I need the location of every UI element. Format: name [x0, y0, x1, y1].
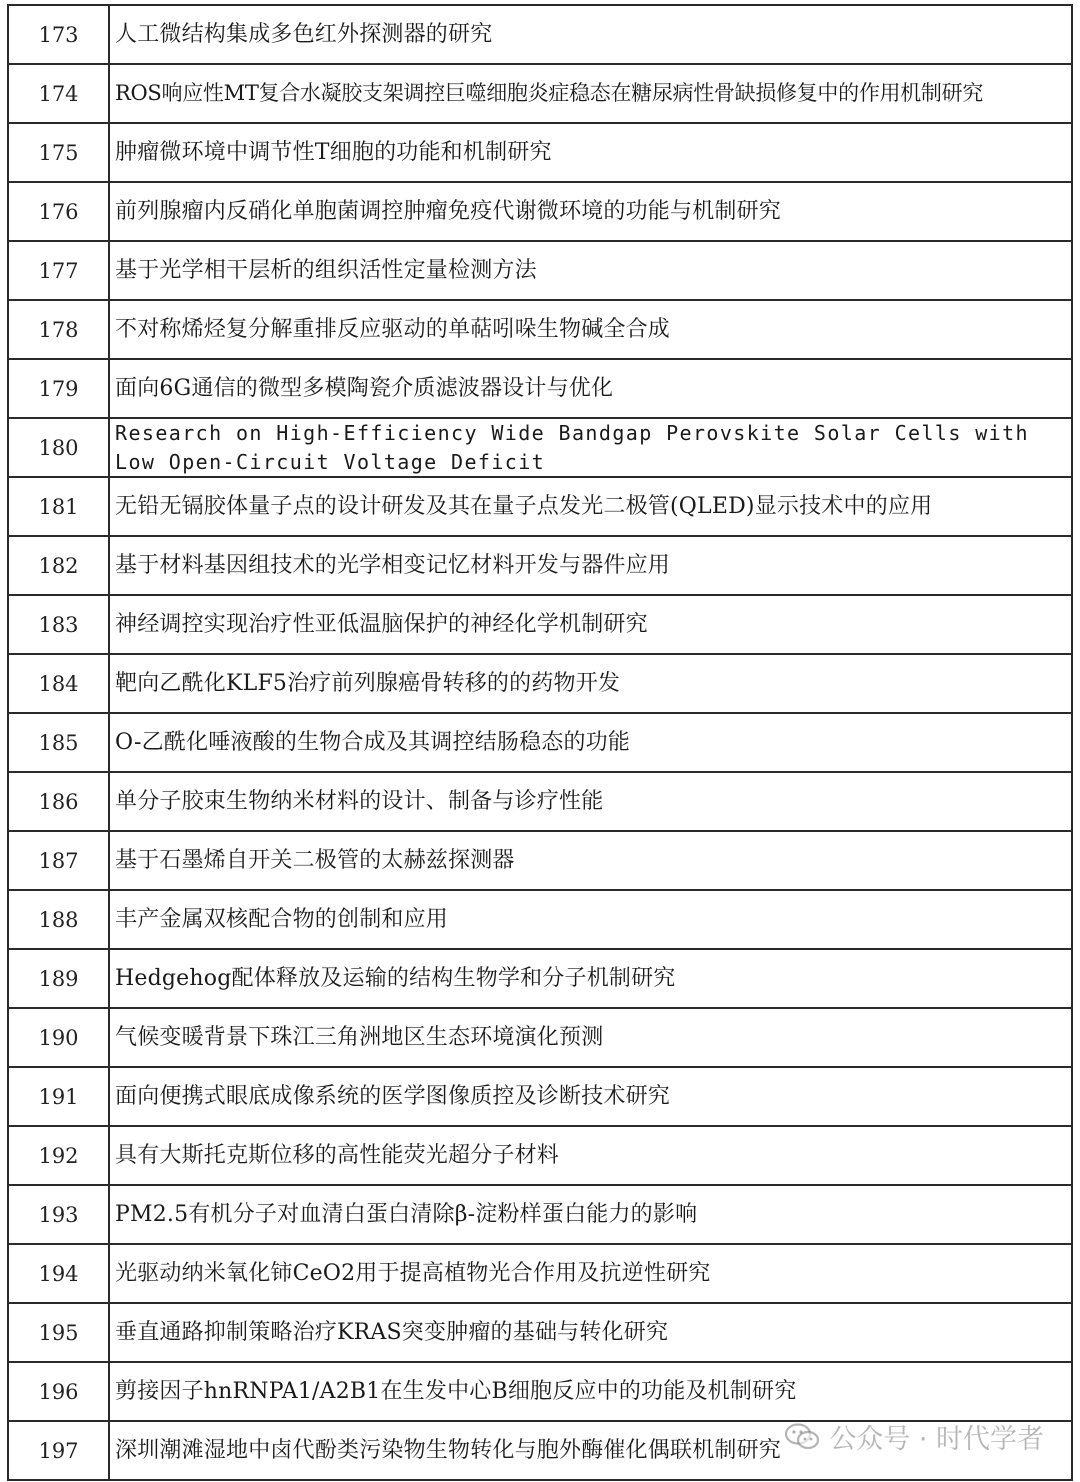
project-title: ROS响应性MT复合水凝胶支架调控巨噬细胞炎症稳态在糖尿病性骨缺损修复中的作用机制研究: [110, 65, 1073, 122]
table-row: [9, 1363, 1073, 1422]
table-row: [9, 891, 1073, 950]
table-row: [9, 242, 1073, 301]
project-table: [7, 4, 1073, 1481]
row-number: 192: [9, 1127, 110, 1184]
project-title: 无铅无镉胶体量子点的设计研发及其在量子点发光二极管(QLED)显示技术中的应用: [110, 478, 1073, 535]
project-title: 基于石墨烯自开关二极管的太赫兹探测器: [110, 832, 1073, 889]
row-number: 189: [9, 950, 110, 1007]
row-number: 175: [9, 124, 110, 181]
table-row: [9, 419, 1073, 478]
project-title: 单分子胶束生物纳米材料的设计、制备与诊疗性能: [110, 773, 1073, 830]
row-number: 197: [9, 1422, 110, 1479]
table-row: [9, 360, 1073, 419]
table-row: [9, 124, 1073, 183]
project-title: 基于光学相干层析的组织活性定量检测方法: [110, 242, 1073, 299]
project-title: PM2.5有机分子对血清白蛋白清除β-淀粉样蛋白能力的影响: [110, 1186, 1073, 1243]
project-title: 前列腺瘤内反硝化单胞菌调控肿瘤免疫代谢微环境的功能与机制研究: [110, 183, 1073, 240]
table-row: [9, 478, 1073, 537]
row-number: 184: [9, 655, 110, 712]
table-row: [9, 1186, 1073, 1245]
row-number: 186: [9, 773, 110, 830]
project-title: 气候变暖背景下珠江三角洲地区生态环境演化预测: [110, 1009, 1073, 1066]
table-row: [9, 596, 1073, 655]
project-title: 人工微结构集成多色红外探测器的研究: [110, 6, 1073, 63]
row-number: 182: [9, 537, 110, 594]
project-title: 剪接因子hnRNPA1/A2B1在生发中心B细胞反应中的功能及机制研究: [110, 1363, 1073, 1420]
project-title: 具有大斯托克斯位移的高性能荧光超分子材料: [110, 1127, 1073, 1184]
row-number: 173: [9, 6, 110, 63]
project-title: 垂直通路抑制策略治疗KRAS突变肿瘤的基础与转化研究: [110, 1304, 1073, 1361]
table-row: [9, 1304, 1073, 1363]
row-number: 187: [9, 832, 110, 889]
project-title: 神经调控实现治疗性亚低温脑保护的神经化学机制研究: [110, 596, 1073, 653]
project-title: 深圳潮滩湿地中卤代酚类污染物生物转化与胞外酶催化偶联机制研究: [110, 1422, 1073, 1479]
row-number: 194: [9, 1245, 110, 1302]
project-title: 丰产金属双核配合物的创制和应用: [110, 891, 1073, 948]
row-number: 191: [9, 1068, 110, 1125]
row-number: 183: [9, 596, 110, 653]
row-number: 174: [9, 65, 110, 122]
table-row: [9, 1009, 1073, 1068]
table-row: [9, 6, 1073, 65]
table-row: [9, 950, 1073, 1009]
table-row: [9, 832, 1073, 891]
row-number: 190: [9, 1009, 110, 1066]
table-row: [9, 655, 1073, 714]
table-row: [9, 1127, 1073, 1186]
project-title: O-乙酰化唾液酸的生物合成及其调控结肠稳态的功能: [110, 714, 1073, 771]
row-number: 196: [9, 1363, 110, 1420]
row-number: 177: [9, 242, 110, 299]
table-row: [9, 773, 1073, 832]
row-number: 195: [9, 1304, 110, 1361]
row-number: 193: [9, 1186, 110, 1243]
table-row: [9, 1245, 1073, 1304]
project-title: Research on High-Efficiency Wide Bandgap Perovskite Solar Cells with Low Open-Circuit Voltage Deficit: [110, 419, 1073, 476]
table-row: [9, 537, 1073, 596]
project-title: 不对称烯烃复分解重排反应驱动的单萜吲哚生物碱全合成: [110, 301, 1073, 358]
row-number: 176: [9, 183, 110, 240]
table-row: [9, 65, 1073, 124]
row-number: 188: [9, 891, 110, 948]
table-row: [9, 1422, 1073, 1481]
table-row: [9, 183, 1073, 242]
project-title: 面向便携式眼底成像系统的医学图像质控及诊断技术研究: [110, 1068, 1073, 1125]
table-row: [9, 714, 1073, 773]
project-title: 光驱动纳米氧化铈CeO2用于提高植物光合作用及抗逆性研究: [110, 1245, 1073, 1302]
row-number: 179: [9, 360, 110, 417]
table-row: [9, 301, 1073, 360]
row-number: 181: [9, 478, 110, 535]
project-title: 肿瘤微环境中调节性T细胞的功能和机制研究: [110, 124, 1073, 181]
row-number: 178: [9, 301, 110, 358]
project-title: 面向6G通信的微型多模陶瓷介质滤波器设计与优化: [110, 360, 1073, 417]
project-title: 靶向乙酰化KLF5治疗前列腺癌骨转移的的药物开发: [110, 655, 1073, 712]
table-row: [9, 1068, 1073, 1127]
watermark-text: 公众号 · 时代学者: [829, 1424, 1044, 1455]
project-title: 基于材料基因组技术的光学相变记忆材料开发与器件应用: [110, 537, 1073, 594]
row-number: 180: [9, 419, 110, 476]
row-number: 185: [9, 714, 110, 771]
project-title: Hedgehog配体释放及运输的结构生物学和分子机制研究: [110, 950, 1073, 1007]
